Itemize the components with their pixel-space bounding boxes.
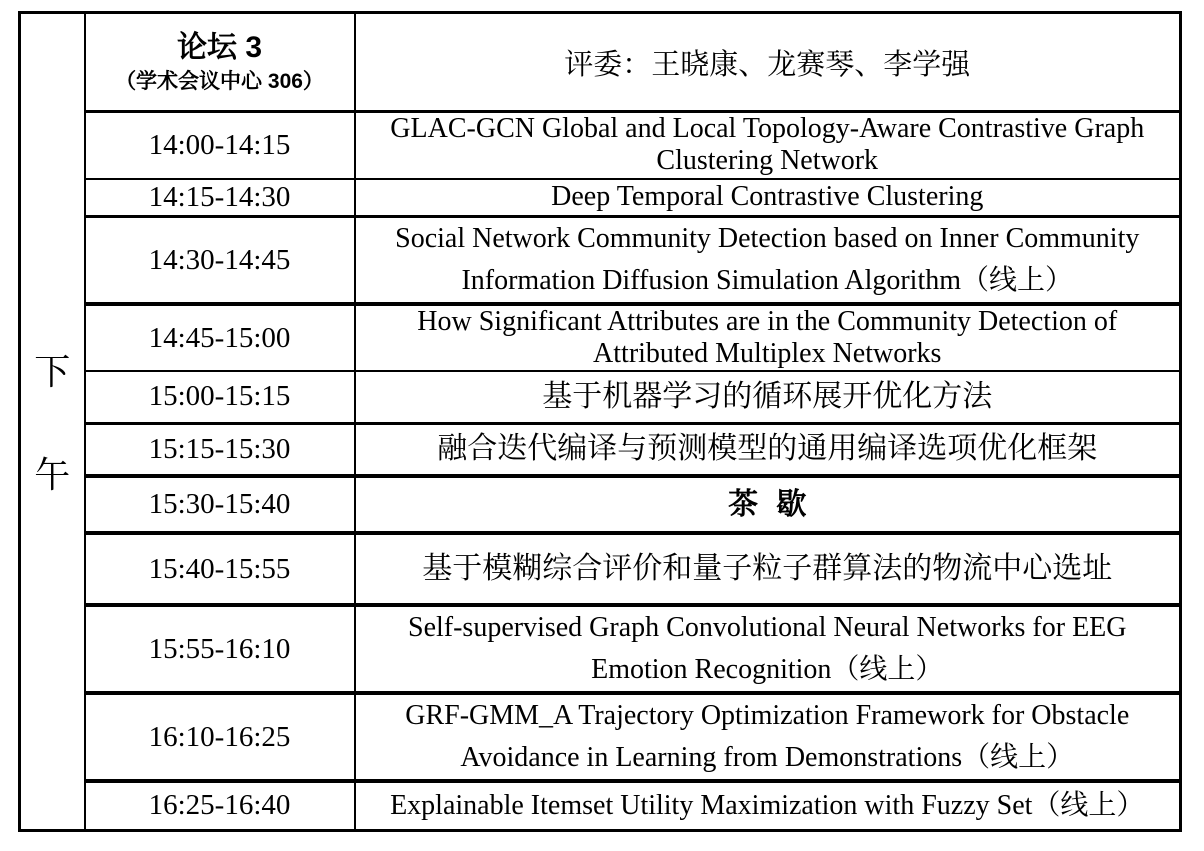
session-title: GRF-GMM_A Trajectory Optimization Framework for Obstacle Avoidance in Learning from Demonstrations（线上） [355, 693, 1181, 781]
session-period-cell [20, 13, 85, 831]
schedule-table [18, 11, 1182, 832]
session-title: Self-supervised Graph Convolutional Neural Networks for EEG Emotion Recognition（线上） [355, 605, 1181, 693]
session-title: Explainable Itemset Utility Maximization with Fuzzy Set（线上） [355, 781, 1181, 830]
forum-location: （学术会议中心 306） [115, 70, 324, 94]
session-time: 14:30-14:45 [85, 217, 355, 305]
session-time: 15:15-15:30 [85, 423, 355, 476]
session-time: 15:00-15:15 [85, 371, 355, 423]
session-row [20, 693, 1181, 781]
session-period-label [21, 344, 84, 498]
session-title: How Significant Attributes are in the Community Detection of Attributed Multiplex Networks [355, 304, 1181, 371]
forum-title: 论坛 3 [176, 30, 263, 64]
session-row [20, 605, 1181, 693]
session-char-1: 下 [34, 352, 71, 393]
forum-header-cell [85, 13, 355, 112]
session-time: 14:00-14:15 [85, 112, 355, 179]
session-title: GLAC-GCN Global and Local Topology-Aware Contrastive Graph Clustering Network [355, 112, 1181, 179]
session-title: Social Network Community Detection based on Inner Community Information Diffusion Simulation Algorithm（线上） [355, 217, 1181, 305]
judges-cell: 评委：王晓康、龙赛琴、李学强 [355, 13, 1181, 112]
session-time: 15:40-15:55 [85, 533, 355, 605]
session-title: 融合迭代编译与预测模型的通用编译选项优化框架 [355, 423, 1181, 476]
session-title: Deep Temporal Contrastive Clustering [355, 179, 1181, 217]
session-time: 15:30-15:40 [85, 476, 355, 533]
session-row [20, 781, 1181, 830]
header-row [20, 13, 1181, 112]
session-row [20, 112, 1181, 179]
session-time: 14:45-15:00 [85, 304, 355, 371]
session-row [20, 217, 1181, 305]
session-time: 15:55-16:10 [85, 605, 355, 693]
session-row [20, 423, 1181, 476]
session-row [20, 179, 1181, 217]
session-title: 基于模糊综合评价和量子粒子群算法的物流中心选址 [355, 533, 1181, 605]
session-time: 16:10-16:25 [85, 693, 355, 781]
session-time: 14:15-14:30 [85, 179, 355, 217]
session-char-2: 午 [34, 455, 71, 496]
session-row [20, 304, 1181, 371]
session-title: 基于机器学习的循环展开优化方法 [355, 371, 1181, 423]
tea-break-label: 茶 歇 [355, 476, 1181, 533]
tea-break-row [20, 476, 1181, 533]
session-row [20, 371, 1181, 423]
session-row [20, 533, 1181, 605]
session-time: 16:25-16:40 [85, 781, 355, 830]
